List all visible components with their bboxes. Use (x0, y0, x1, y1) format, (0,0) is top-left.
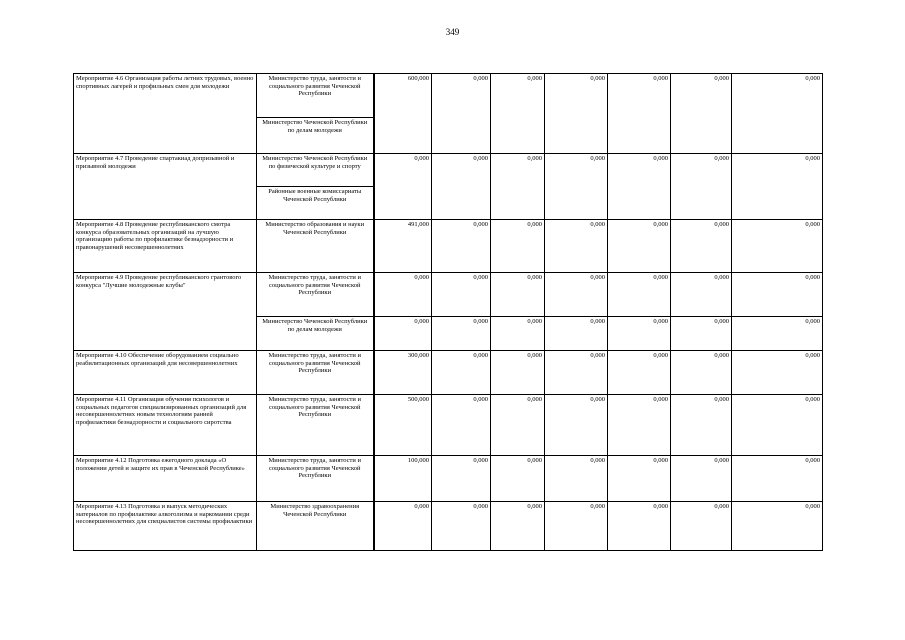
value-cell: 0,000 (608, 154, 671, 220)
table-row (74, 502, 823, 551)
value-cell: 0,000 (732, 502, 823, 551)
table-row (74, 395, 823, 456)
value-cell: 600,000 (374, 74, 432, 154)
value-cell: 0,000 (545, 273, 608, 317)
value-cell: 0,000 (732, 317, 823, 351)
value-cell: 0,000 (671, 273, 732, 317)
value-cell: 0,000 (608, 351, 671, 395)
value-cell: 491,000 (374, 220, 432, 273)
value-cell: 0,000 (608, 74, 671, 154)
value-cell: 0,000 (432, 317, 491, 351)
value-cell: 0,000 (432, 502, 491, 551)
value-cell: 0,000 (545, 317, 608, 351)
value-cell: 0,000 (491, 456, 545, 502)
value-cell: 0,000 (671, 74, 732, 154)
measure-name: Мероприятие 4.13 Подготовка и выпуск методических материалов по профилактике алкоголизма и наркомании среди несовершеннолетних для специалистов системы профилактики (74, 502, 257, 551)
value-cell: 0,000 (732, 273, 823, 317)
value-cell: 0,000 (732, 456, 823, 502)
value-cell: 0,000 (671, 456, 732, 502)
executor-name: Министерство Чеченской Республики по делам молодежи (257, 118, 374, 154)
value-cell: 0,000 (432, 220, 491, 273)
value-cell: 0,000 (671, 351, 732, 395)
measure-name: Мероприятие 4.6 Организация работы летних трудовых, военно спортивных лагерей и профильных смен для молодежи (74, 74, 257, 154)
value-cell: 0,000 (432, 154, 491, 220)
value-cell: 500,000 (374, 395, 432, 456)
value-cell: 0,000 (671, 317, 732, 351)
value-cell: 0,000 (608, 273, 671, 317)
value-cell: 0,000 (491, 273, 545, 317)
table-row (74, 74, 823, 118)
value-cell: 0,000 (432, 456, 491, 502)
value-cell: 0,000 (491, 395, 545, 456)
value-cell: 0,000 (732, 74, 823, 154)
executor-name: Министерство труда, занятости и социального развития Чеченской Республики (257, 74, 374, 118)
table-row (74, 154, 823, 187)
executor-name: Министерство здравоохранения Чеченской Республики (257, 502, 374, 551)
value-cell: 0,000 (545, 502, 608, 551)
value-cell: 0,000 (732, 351, 823, 395)
value-cell: 0,000 (432, 395, 491, 456)
value-cell: 100,000 (374, 456, 432, 502)
value-cell: 0,000 (671, 395, 732, 456)
value-cell: 0,000 (491, 351, 545, 395)
table-row (74, 273, 823, 317)
value-cell: 300,000 (374, 351, 432, 395)
value-cell: 0,000 (545, 456, 608, 502)
value-cell: 0,000 (732, 154, 823, 220)
value-cell: 0,000 (732, 220, 823, 273)
value-cell: 0,000 (374, 317, 432, 351)
value-cell: 0,000 (545, 220, 608, 273)
measure-name: Мероприятие 4.11 Организация обучения психологов и социальных педагогов специализированных организаций для несовершеннолетних новым технологиям ранней профилактики безнадзорности и социального сиротства (74, 395, 257, 456)
value-cell: 0,000 (671, 220, 732, 273)
executor-name: Министерство труда, занятости и социального развития Чеченской Республики (257, 456, 374, 502)
table-row (74, 456, 823, 502)
value-cell: 0,000 (608, 502, 671, 551)
value-cell: 0,000 (374, 502, 432, 551)
value-cell: 0,000 (608, 456, 671, 502)
executor-name: Районные военные комиссариаты Чеченской Республики (257, 187, 374, 220)
value-cell: 0,000 (432, 74, 491, 154)
value-cell: 0,000 (432, 351, 491, 395)
value-cell: 0,000 (608, 317, 671, 351)
value-cell: 0,000 (608, 395, 671, 456)
value-cell: 0,000 (491, 502, 545, 551)
measure-name: Мероприятие 4.9 Проведение республиканского грантового конкурса "Лучшие молодежные клубы" (74, 273, 257, 351)
executor-name: Министерство труда, занятости и социального развития Чеченской Республики (257, 273, 374, 317)
table-row (74, 351, 823, 395)
value-cell: 0,000 (545, 395, 608, 456)
value-cell: 0,000 (432, 273, 491, 317)
value-cell: 0,000 (374, 154, 432, 220)
value-cell: 0,000 (491, 154, 545, 220)
value-cell: 0,000 (491, 317, 545, 351)
value-cell: 0,000 (545, 351, 608, 395)
measure-name: Мероприятие 4.7 Проведение спартакиад допризывной и призывной молодежи (74, 154, 257, 220)
value-cell: 0,000 (671, 154, 732, 220)
value-cell: 0,000 (491, 74, 545, 154)
executor-name: Министерство труда, занятости и социального развития Чеченской Республики (257, 395, 374, 456)
value-cell: 0,000 (545, 74, 608, 154)
value-cell: 0,000 (671, 502, 732, 551)
value-cell: 0,000 (732, 395, 823, 456)
value-cell: 0,000 (491, 220, 545, 273)
executor-name: Министерство Чеченской Республики по физической культуре и спорту (257, 154, 374, 187)
value-cell: 0,000 (608, 220, 671, 273)
value-cell: 0,000 (545, 154, 608, 220)
page-number: 349 (445, 27, 460, 37)
measure-name: Мероприятие 4.12 Подготовка ежегодного доклада «О положении детей и защите их прав в Чеченской Республике» (74, 456, 257, 502)
measure-name: Мероприятие 4.8 Проведение республиканского смотра конкурса образовательных организаций на лучшую организацию работы по профилактике безнадзорности и правонарушений несовершеннолетних (74, 220, 257, 273)
executor-name: Министерство Чеченской Республики по делам молодежи (257, 317, 374, 351)
table-row (74, 220, 823, 273)
executor-name: Министерство образования и науки Чеченской Республики (257, 220, 374, 273)
measures-table (73, 73, 823, 551)
measure-name: Мероприятие 4.10 Обеспечение оборудованием социально реабилитационных организаций для несовершеннолетних (74, 351, 257, 395)
value-cell: 0,000 (374, 273, 432, 317)
executor-name: Министерство труда, занятости и социального развития Чеченской Республики (257, 351, 374, 395)
